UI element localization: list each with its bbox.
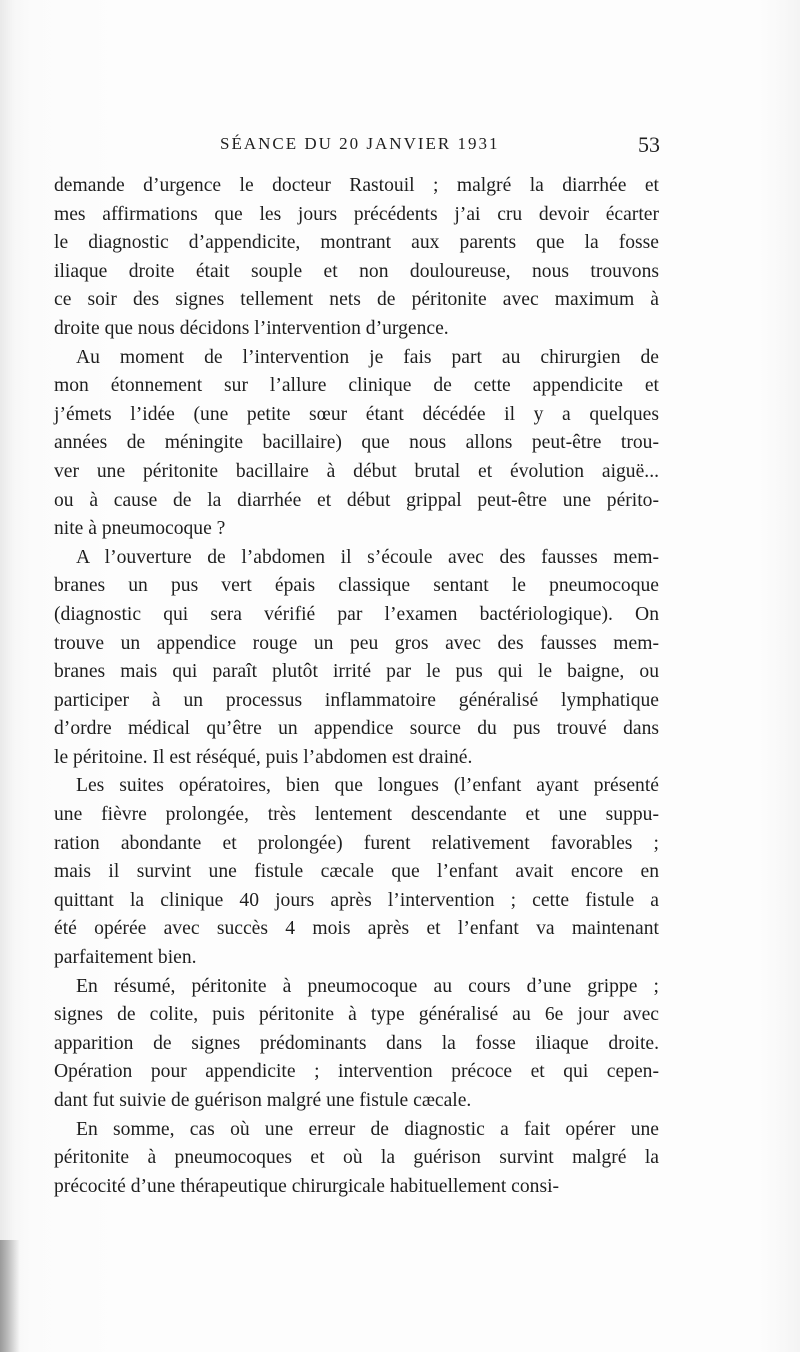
text-line: précocité d’une thérapeutique chirurgicale habituellement consi- <box>54 1175 560 1197</box>
text-line: A l’ouverture de l’abdomen il s’écoule avec des fausses mem- <box>76 546 659 568</box>
text-line: participer à un processus inflammatoire généralisé lymphatique <box>54 689 659 711</box>
text-line: iliaque droite était souple et non douloureuse, nous trouvons <box>54 260 659 282</box>
running-head-title: SÉANCE DU 20 JANVIER 1931 <box>220 134 500 153</box>
text-line: Au moment de l’intervention je fais part au chirurgien de <box>76 346 659 368</box>
text-line: branes mais qui paraît plutôt irrité par le pus qui le baigne, ou <box>54 661 659 683</box>
text-line: ver une péritonite bacillaire à début brutal et évolution aiguë... <box>54 460 659 482</box>
text-line: ce soir des signes tellement nets de péritonite avec maximum à <box>54 289 659 311</box>
text-line: En résumé, péritonite à pneumocoque au cours d’une grippe ; <box>76 975 659 997</box>
text-line: mon étonnement sur l’allure clinique de cette appendicite et <box>54 375 659 397</box>
paragraph <box>54 1116 659 1202</box>
page-edge-shadow <box>0 1240 20 1352</box>
text-line: ration abondante et prolongée) furent relativement favorables ; <box>54 832 659 854</box>
text-line: branes un pus vert épais classique sentant le pneumocoque <box>54 575 659 597</box>
text-line: une fièvre prolongée, très lentement descendante et une suppu- <box>54 804 659 826</box>
text-line: droite que nous décidons l’intervention d’urgence. <box>54 317 449 339</box>
text-line: le diagnostic d’appendicite, montrant aux parents que la fosse <box>54 232 659 254</box>
text-line: j’émets l’idée (une petite sœur étant décédée il y a quelques <box>54 403 659 425</box>
text-line: d’ordre médical qu’être un appendice source du pus trouvé dans <box>54 718 659 740</box>
paragraph <box>54 544 659 773</box>
text-line: ou à cause de la diarrhée et début grippal peut-être une périto- <box>54 489 659 511</box>
text-line: le péritoine. Il est réséqué, puis l’abdomen est drainé. <box>54 746 473 768</box>
text-line: trouve un appendice rouge un peu gros avec des fausses mem- <box>54 632 659 654</box>
text-line: En somme, cas où une erreur de diagnostic a fait opérer une <box>76 1118 659 1140</box>
text-line: mais il survint une fistule cæcale que l’enfant avait encore en <box>54 861 659 883</box>
text-line: parfaitement bien. <box>54 947 197 969</box>
text-line: apparition de signes prédominants dans la fosse iliaque droite. <box>54 1032 659 1054</box>
text-line: péritonite à pneumocoques et où la guérison survint malgré la <box>54 1147 659 1169</box>
paragraph <box>54 344 659 544</box>
text-line: nite à pneumocoque ? <box>54 518 226 540</box>
paragraph <box>54 172 659 344</box>
text-line: années de méningite bacillaire) que nous allons peut-être trou- <box>54 432 659 454</box>
text-line: (diagnostic qui sera vérifié par l’examen bactériologique). On <box>54 603 659 625</box>
body-text <box>54 172 659 1201</box>
text-line: mes affirmations que les jours précédents j’ai cru devoir écarter <box>54 203 659 225</box>
text-line: signes de colite, puis péritonite à type généralisé au 6e jour avec <box>54 1004 659 1026</box>
paragraph <box>54 772 659 972</box>
text-line: quittant la clinique 40 jours après l’intervention ; cette fistule a <box>54 889 659 911</box>
text-line: été opérée avec succès 4 mois après et l’enfant va maintenant <box>54 918 659 940</box>
paragraph <box>54 973 659 1116</box>
text-line: Les suites opératoires, bien que longues (l’enfant ayant présenté <box>76 775 659 797</box>
text-line: dant fut suivie de guérison malgré une fistule cæcale. <box>54 1090 472 1111</box>
running-head <box>54 132 660 162</box>
text-line: demande d’urgence le docteur Rastouil ; malgré la diarrhée et <box>54 175 659 196</box>
page-number: 53 <box>638 132 660 157</box>
text-line: Opération pour appendicite ; intervention précoce et qui cepen- <box>54 1061 659 1083</box>
